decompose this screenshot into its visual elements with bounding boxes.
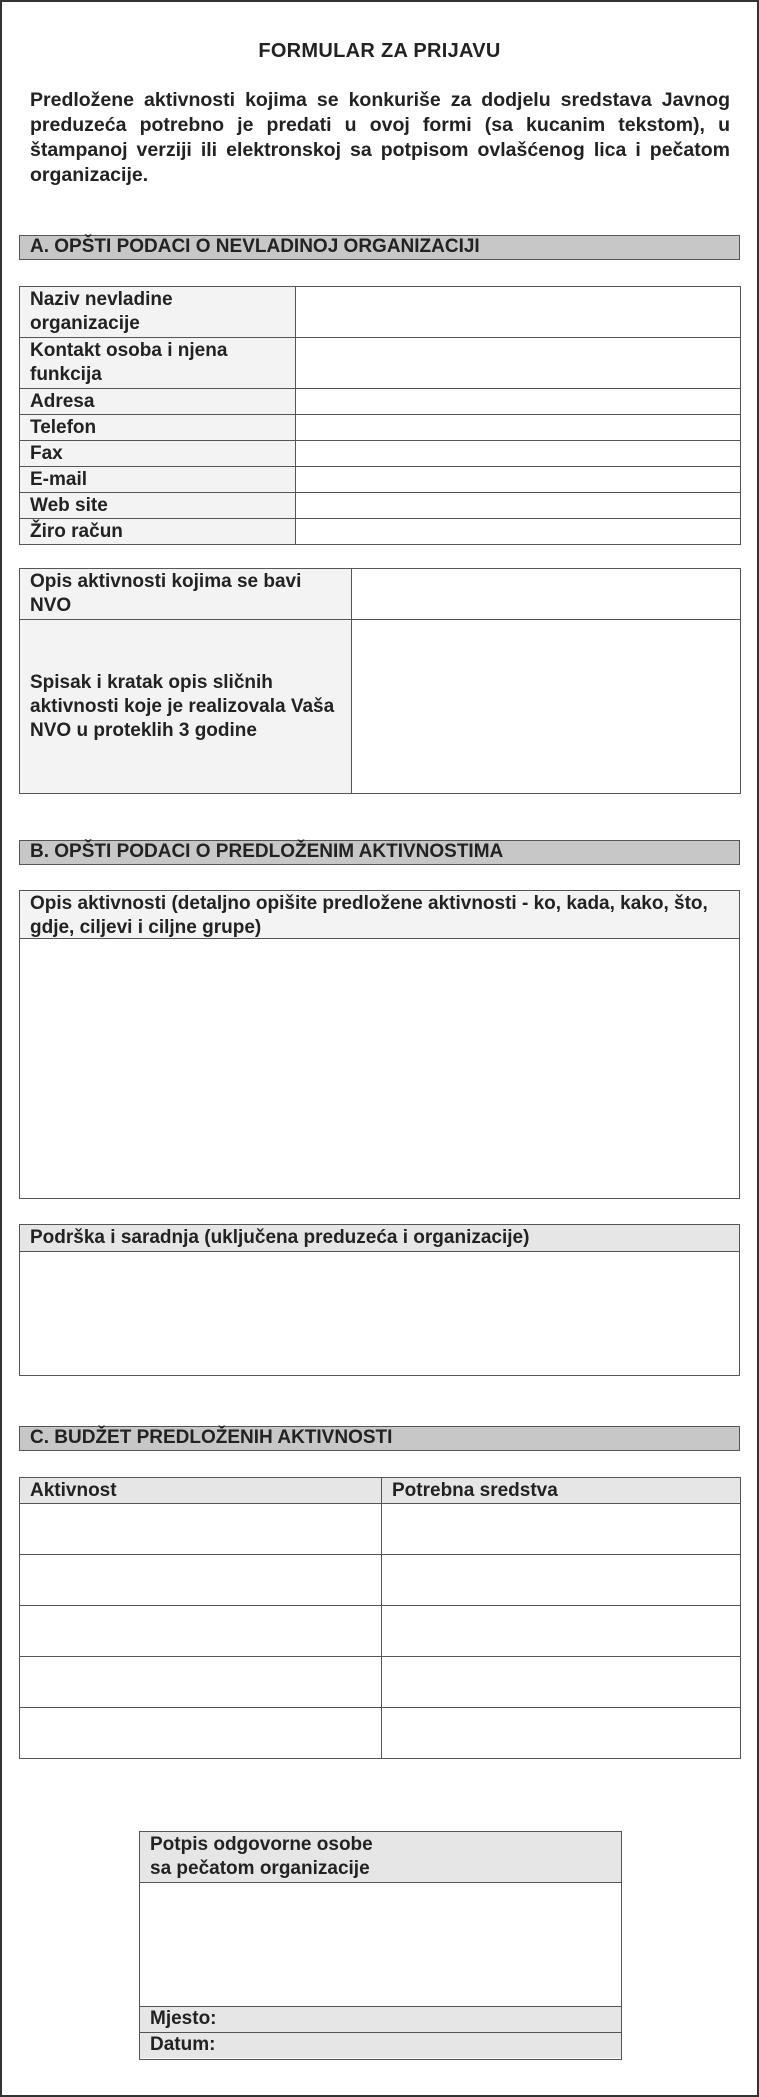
field-label-ngo-activities: Opis aktivnosti kojima se bavi NVO bbox=[20, 569, 352, 620]
field-label-phone: Telefon bbox=[20, 415, 296, 441]
signature-label-line-2: sa pečatom organizacije bbox=[150, 1858, 370, 1879]
organization-name-field[interactable] bbox=[296, 287, 741, 338]
section-b-heading: B. OPŠTI PODACI O PREDLOŽENIM AKTIVNOSTIMA bbox=[19, 840, 740, 865]
signature-box bbox=[139, 1831, 622, 2060]
activity-description-label: Opis aktivnosti (detaljno opišite predložene aktivnosti - ko, kada, kako, što, gdje, ciljevi i ciljne grupe) bbox=[20, 891, 739, 939]
budget-header-funds: Potrebna sredstva bbox=[382, 1478, 741, 1504]
budget-funds-cell[interactable] bbox=[382, 1657, 741, 1708]
budget-row bbox=[20, 1555, 741, 1606]
field-label-website: Web site bbox=[20, 493, 296, 519]
field-label-contact-person: Kontakt osoba i njena funkcija bbox=[20, 338, 296, 389]
support-field[interactable] bbox=[20, 1252, 739, 1375]
field-label-address: Adresa bbox=[20, 389, 296, 415]
budget-funds-cell[interactable] bbox=[382, 1555, 741, 1606]
ngo-activities-field[interactable] bbox=[352, 569, 741, 620]
budget-funds-cell[interactable] bbox=[382, 1708, 741, 1759]
signature-label-line-1: Potpis odgovorne osobe bbox=[150, 1834, 373, 1855]
budget-header-activity: Aktivnost bbox=[20, 1478, 382, 1504]
budget-row bbox=[20, 1504, 741, 1555]
fax-field[interactable] bbox=[296, 441, 741, 467]
support-box bbox=[19, 1224, 740, 1376]
website-field[interactable] bbox=[296, 493, 741, 519]
section-a-heading: A. OPŠTI PODACI O NEVLADINOJ ORGANIZACIJI bbox=[19, 235, 740, 260]
signature-field[interactable] bbox=[140, 1883, 621, 2007]
field-label-email: E-mail bbox=[20, 467, 296, 493]
form-title: FORMULAR ZA PRIJAVU bbox=[258, 40, 501, 62]
address-field[interactable] bbox=[296, 389, 741, 415]
place-label: Mjesto: bbox=[150, 2008, 217, 2029]
budget-row bbox=[20, 1606, 741, 1657]
date-label: Datum: bbox=[150, 2034, 216, 2055]
budget-row bbox=[20, 1657, 741, 1708]
field-label-organization-name: Naziv nevladine organizacije bbox=[20, 287, 296, 338]
activity-description-box bbox=[19, 890, 740, 1199]
field-label-bank-account: Žiro račun bbox=[20, 519, 296, 545]
budget-activity-cell[interactable] bbox=[20, 1657, 382, 1708]
email-field[interactable] bbox=[296, 467, 741, 493]
place-field[interactable] bbox=[140, 2007, 621, 2033]
budget-activity-cell[interactable] bbox=[20, 1504, 382, 1555]
contact-person-field[interactable] bbox=[296, 338, 741, 389]
phone-field[interactable] bbox=[296, 415, 741, 441]
date-field[interactable] bbox=[140, 2033, 621, 2058]
budget-funds-cell[interactable] bbox=[382, 1606, 741, 1657]
activity-description-field[interactable] bbox=[20, 939, 739, 1198]
field-label-fax: Fax bbox=[20, 441, 296, 467]
ngo-activities-table bbox=[19, 568, 741, 794]
budget-activity-cell[interactable] bbox=[20, 1708, 382, 1759]
budget-activity-cell[interactable] bbox=[20, 1555, 382, 1606]
signature-label bbox=[140, 1832, 621, 1883]
section-c-heading: C. BUDŽET PREDLOŽENIH AKTIVNOSTI bbox=[19, 1426, 740, 1451]
budget-table bbox=[19, 1477, 741, 1759]
field-label-past-activities: Spisak i kratak opis sličnih aktivnosti koje je realizovala Vaša NVO u proteklih 3 godine bbox=[20, 620, 352, 794]
budget-funds-cell[interactable] bbox=[382, 1504, 741, 1555]
support-label: Podrška i saradnja (uključena preduzeća i organizacije) bbox=[20, 1225, 739, 1252]
budget-row bbox=[20, 1708, 741, 1759]
intro-paragraph: Predložene aktivnosti kojima se konkuriše za dodjelu sredstava Javnog preduzeća potrebno je predati u ovoj formi (sa kucanim tekstom), u štampanoj verziji ili elektronskoj sa potpisom ovlašćenog lica i pečatom organizacije. bbox=[30, 89, 730, 186]
budget-activity-cell[interactable] bbox=[20, 1606, 382, 1657]
past-activities-field[interactable] bbox=[352, 620, 741, 794]
organization-info-table bbox=[19, 286, 741, 545]
bank-account-field[interactable] bbox=[296, 519, 741, 545]
